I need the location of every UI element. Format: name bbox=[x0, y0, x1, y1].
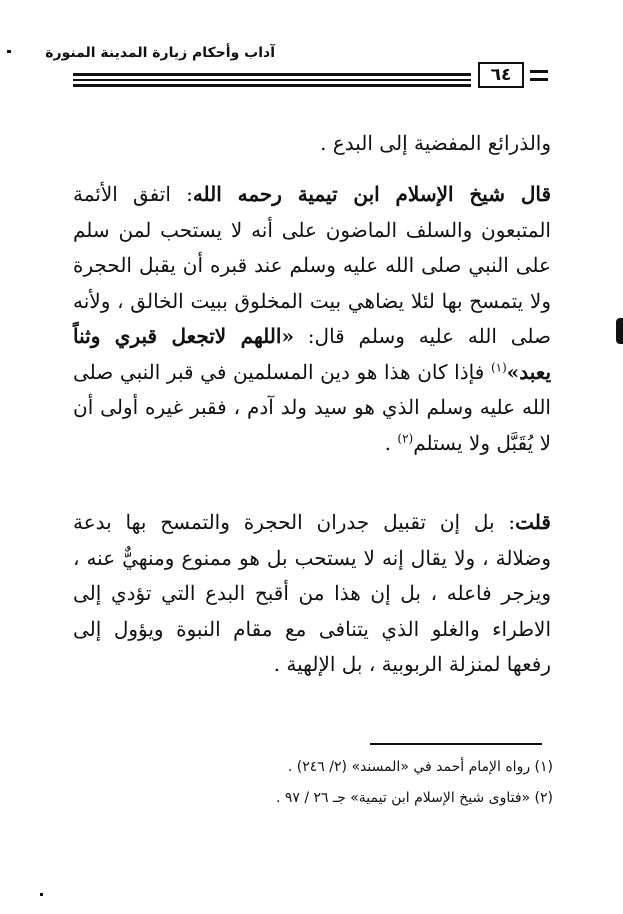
author-label: قلت bbox=[515, 510, 551, 534]
scan-speck bbox=[7, 50, 11, 53]
paragraph-text: والذرائع المفضية إلى البدع . bbox=[320, 131, 551, 155]
hadith-text: «اللهم لاتجعل قبري وثناً يعبد» bbox=[73, 324, 552, 384]
speaker-label: قال شيخ الإسلام ابن تيمية رحمه الله bbox=[192, 182, 551, 206]
header-rule-top bbox=[73, 73, 471, 76]
header-ornament-bar bbox=[530, 70, 548, 73]
footnote-ref-2: (٢) bbox=[397, 430, 414, 445]
running-header-title: آداب وأحكام زيارة المدينة المنورة bbox=[45, 45, 275, 61]
footnote-separator bbox=[370, 743, 542, 745]
page-number-box bbox=[478, 62, 524, 88]
footnote-2: (٢) «فتاوى شيخ الإسلام ابن تيمية» جـ ٢٦ / ٩٧ . bbox=[275, 790, 553, 806]
header-rule-middle bbox=[73, 79, 471, 81]
paragraph-continuation bbox=[73, 126, 551, 162]
quote-text-continued: فإذا كان هذا هو دين المسلمين في قبر النبي صلى الله عليه وسلم الذي هو سيد ولد آدم ، فقبر غيره أولى أن لا يُقَبَّل ولا يستلم bbox=[73, 359, 551, 455]
footnote-ref-1: (١) bbox=[490, 359, 507, 374]
paragraph-author-comment bbox=[73, 505, 551, 683]
header-ornament-bar bbox=[530, 78, 548, 81]
comment-text: : بل إن تقبيل جدران الحجرة والتمسح بها بدعة وضلالة ، ولا يقال إنه لا يستحب بل هو ممنوع ومنهيٌّ عنه ، ويزجر فاعله ، بل إن هذا من أقبح البدع التي تؤدي إلى الاطراء والغلو الذي يتنافى مع مقام النبوة ويؤول إلى رفعها لمنزلة الربوبية ، بل الإلهية . bbox=[73, 510, 551, 676]
scan-speck bbox=[40, 893, 43, 896]
quote-end: . bbox=[384, 430, 392, 455]
quote-text: : اتفق الأئمة المتبعون والسلف الماضون على أنه لا يستحب لمن سلم على النبي صلى الله عليه وسلم عند قبره أن يقبل الحجرة ولا يتمسح بها لئلا يضاهي بيت المخلوق ببيت الخالق ، ولأنه صلى الله عليه وسلم قال: bbox=[73, 182, 551, 348]
page-number: ٦٤ bbox=[490, 65, 512, 85]
paragraph-ibn-taymiyyah-quote bbox=[73, 177, 551, 461]
header-rule-bottom bbox=[73, 84, 471, 87]
footnote-1: (١) رواه الإمام أحمد في «المسند» (٢/ ٢٤٦) . bbox=[287, 759, 553, 775]
scan-edge-mark bbox=[616, 318, 623, 344]
